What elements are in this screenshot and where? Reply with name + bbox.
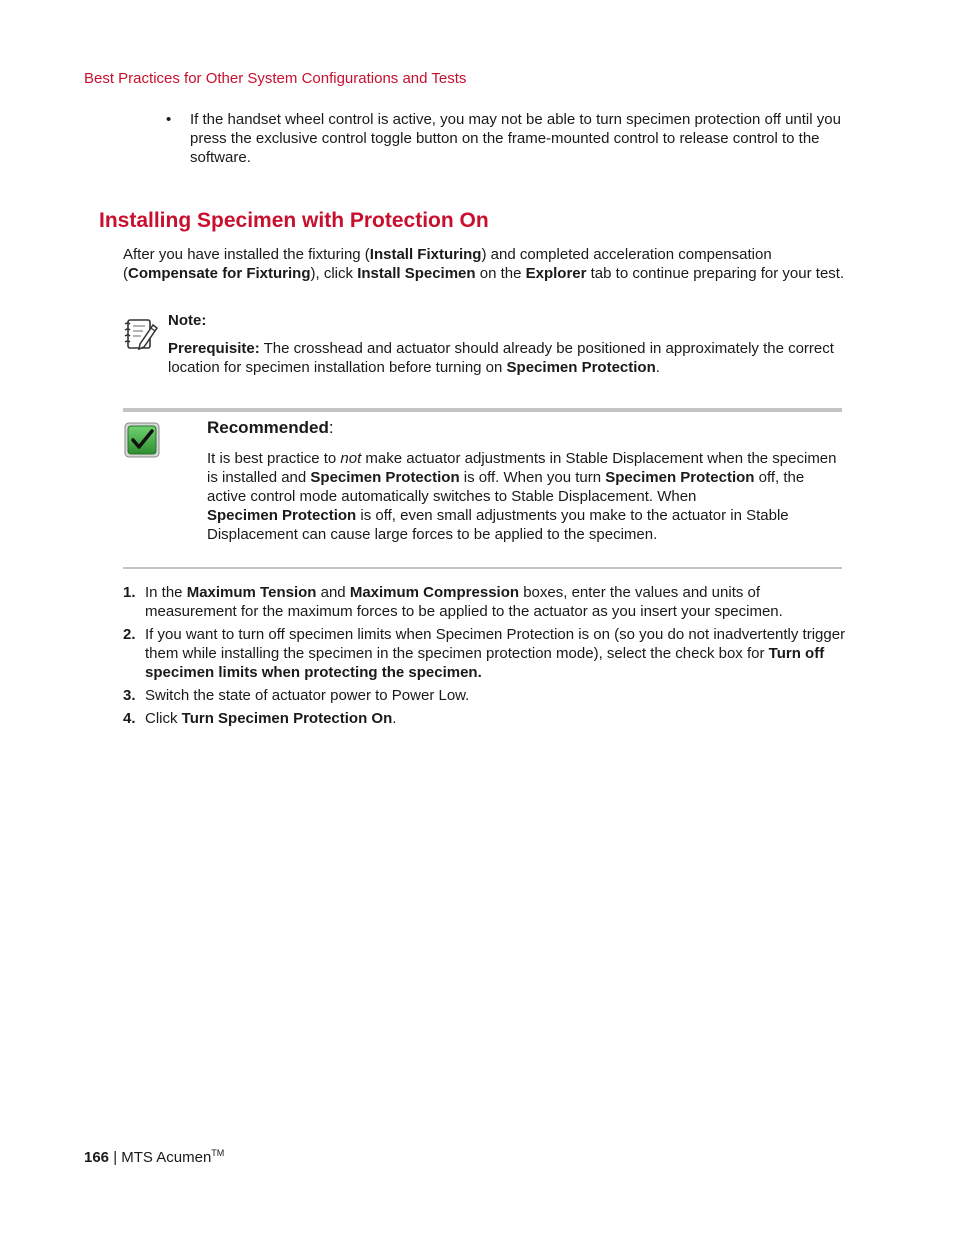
rec-text: is off. When you turn: [459, 469, 606, 486]
step-text: boxes, enter the values and units of measurement for the maximum forces to be applied to the actuator as you insert your specimen.: [145, 584, 783, 620]
notepad-pencil-icon: [123, 316, 159, 352]
intro-text: on the: [475, 265, 526, 282]
step-text: In the: [145, 584, 187, 601]
step-item: [123, 709, 848, 728]
step-text: and: [316, 584, 350, 601]
intro-text: ), click: [310, 265, 358, 282]
intro-term-install-specimen: Install Specimen: [357, 265, 476, 282]
rec-text: make actuator adjustments in Stable Displacement when the specimen is installed and: [207, 450, 837, 486]
intro-text: After you have installed the fixturing (: [123, 246, 370, 263]
step-term-turn-off-limits: Turn off specimen limits when protecting the specimen.: [145, 645, 825, 681]
trademark-mark: TM: [211, 1148, 225, 1158]
running-header: Best Practices for Other System Configurations and Tests: [84, 70, 467, 87]
note-title: Note:: [168, 312, 207, 329]
step-item: [123, 686, 848, 705]
note-block: [168, 311, 848, 377]
bullet-list: [166, 110, 846, 167]
page-footer: [84, 1148, 224, 1166]
page-number: 166: [84, 1149, 110, 1166]
intro-term-explorer: Explorer: [525, 265, 587, 282]
rec-term-specimen-protection: Specimen Protection: [310, 469, 460, 486]
step-item: [123, 625, 848, 682]
procedure-steps: [123, 583, 848, 732]
intro-paragraph: [123, 245, 848, 283]
green-checkmark-icon: [124, 422, 160, 458]
recommended-colon: :: [328, 418, 334, 437]
product-name: MTS Acumen: [121, 1149, 212, 1166]
step-number: 4.: [123, 710, 136, 727]
note-body: [168, 339, 848, 377]
recommended-title: [207, 418, 334, 438]
rec-text: is off, even small adjustments you make to the actuator in Stable Displacement can cause large forces to be applied to the specimen.: [207, 507, 789, 543]
bullet-item: If the handset wheel control is active, you may not be able to turn specimen protection off until you press the exclusive control toggle button on the frame-mounted control to release control to the software.: [190, 111, 841, 166]
rec-term-specimen-protection: Specimen Protection: [605, 469, 755, 486]
note-term-specimen-protection: Specimen Protection: [506, 359, 656, 376]
rec-term-specimen-protection: Specimen Protection: [207, 507, 357, 524]
rec-emphasis: not: [340, 450, 362, 467]
rec-text: off, the active control mode automatically switches to Stable Displacement. When: [207, 469, 805, 505]
intro-text: ) and completed acceleration compensation (: [123, 246, 772, 282]
step-number: 3.: [123, 687, 136, 704]
step-number: 2.: [123, 626, 136, 643]
footer-separator: |: [109, 1149, 122, 1166]
intro-term-install-fixturing: Install Fixturing: [369, 246, 482, 263]
step-item: [123, 583, 848, 621]
recommended-body: [207, 449, 847, 544]
step-text: .: [392, 710, 397, 727]
recommended-label: Recommended: [207, 418, 329, 437]
step-term-maximum-compression: Maximum Compression: [349, 584, 520, 601]
note-text: .: [655, 359, 660, 376]
bullet-marker: •: [166, 111, 172, 128]
intro-term-compensate: Compensate for Fixturing: [128, 265, 311, 282]
step-text: If you want to turn off specimen limits when Specimen Protection is on (so you do not inadvertently trigger them while installing the specimen in the specimen protection mode), select the check box for: [145, 626, 846, 662]
step-text: Click: [145, 710, 182, 727]
prerequisite-label: Prerequisite:: [168, 340, 260, 357]
note-text: The crosshead and actuator should already be positioned in approximately the correct location for specimen installation before turning on: [168, 340, 834, 376]
step-term-turn-specimen-protection-on: Turn Specimen Protection On: [181, 710, 393, 727]
step-number: 1.: [123, 584, 136, 601]
section-title: Installing Specimen with Protection On: [99, 209, 489, 232]
intro-text: tab to continue preparing for your test.: [586, 265, 845, 282]
recommended-bottom-rule: [123, 567, 842, 569]
step-term-maximum-tension: Maximum Tension: [186, 584, 317, 601]
recommended-top-rule: [123, 408, 842, 412]
rec-text: It is best practice to: [207, 450, 341, 467]
step-text: Switch the state of actuator power to Power Low.: [145, 687, 470, 704]
